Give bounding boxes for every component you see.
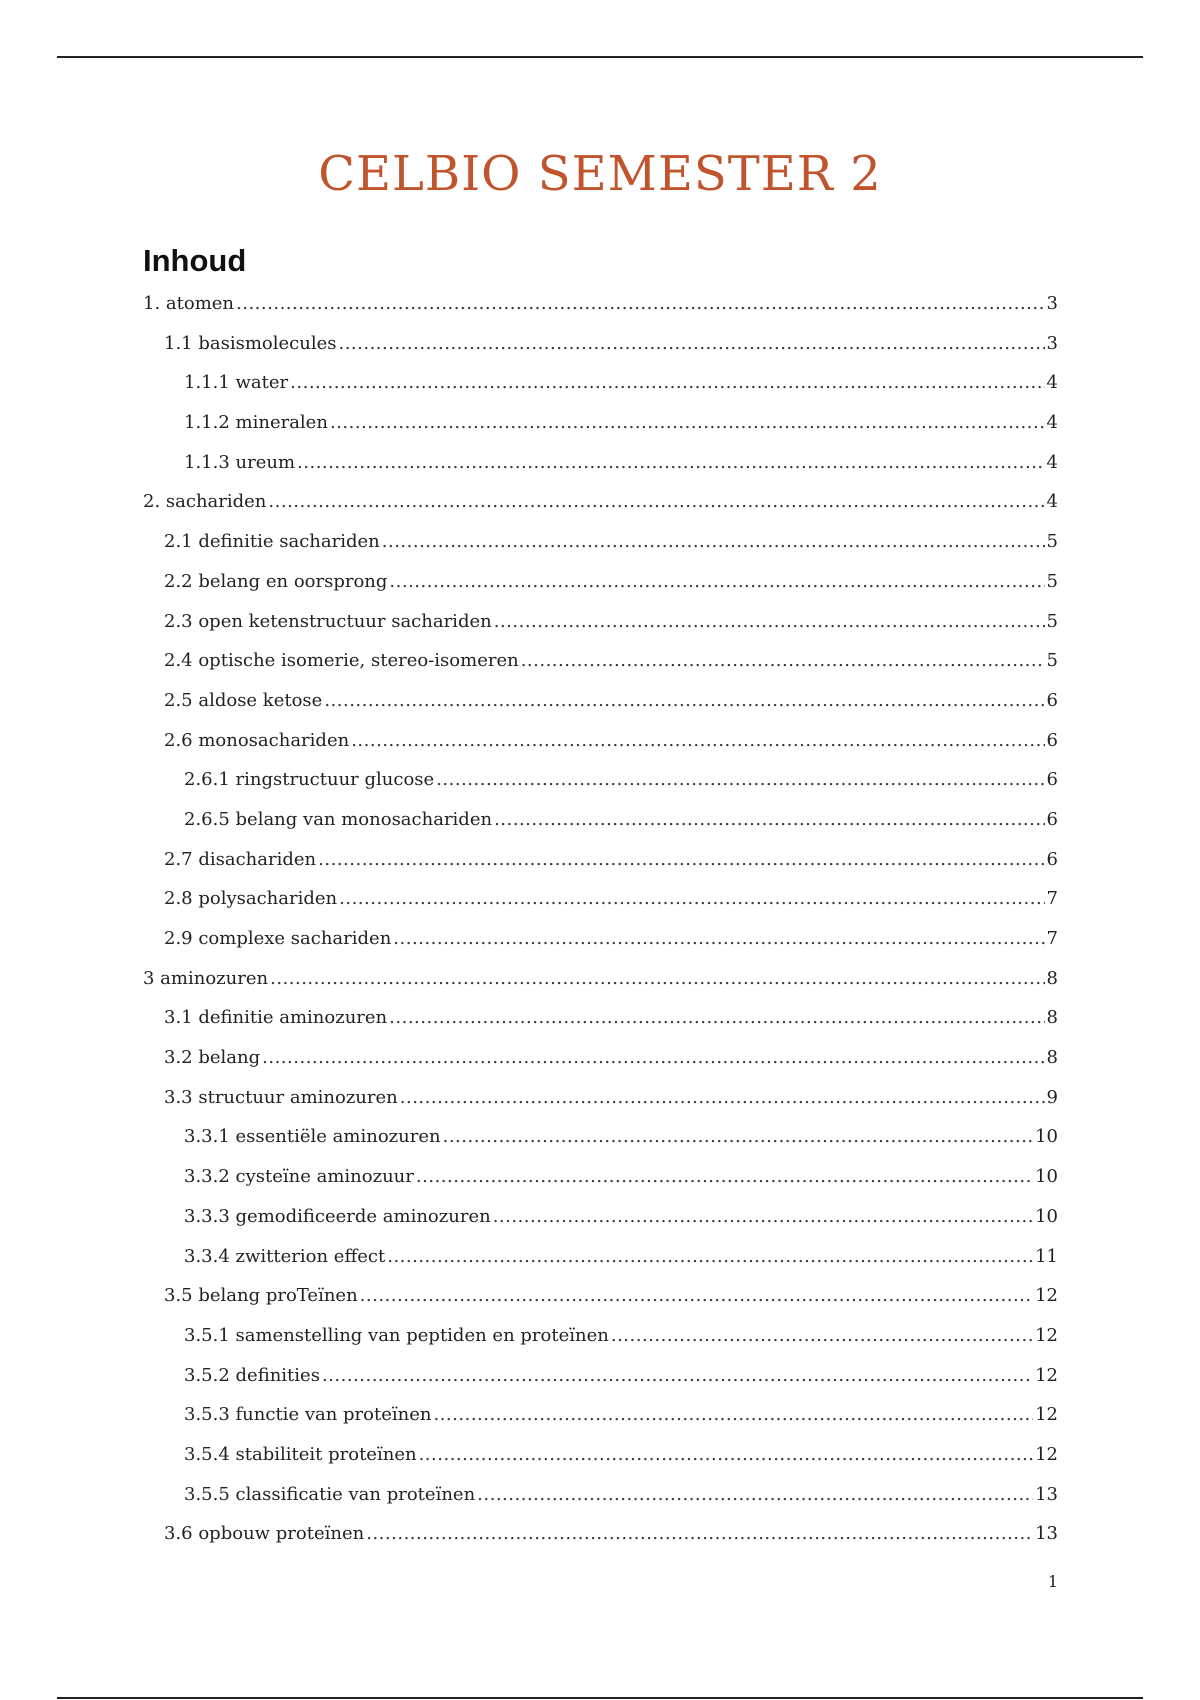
toc-entry-label: 2.8 polysachariden bbox=[164, 888, 338, 910]
toc-dot-leader bbox=[318, 849, 1044, 870]
toc-dot-leader bbox=[330, 412, 1045, 433]
toc-dot-leader bbox=[494, 611, 1045, 632]
toc-entry-page: 12 bbox=[1035, 1404, 1058, 1426]
toc-entry[interactable] bbox=[143, 1166, 1058, 1206]
toc-entry-page: 8 bbox=[1046, 967, 1058, 989]
toc-entry-label: 3.3.3 gemodificeerde aminozuren bbox=[184, 1205, 491, 1227]
toc-dot-leader bbox=[382, 531, 1045, 552]
toc-dot-leader bbox=[268, 491, 1044, 512]
toc-dot-leader bbox=[389, 1007, 1044, 1028]
toc-entry-label: 2. sachariden bbox=[143, 491, 267, 513]
toc-entry-page: 6 bbox=[1046, 689, 1058, 711]
toc-dot-leader bbox=[351, 730, 1044, 751]
toc-entry[interactable] bbox=[143, 531, 1058, 571]
toc-dot-leader bbox=[416, 1166, 1033, 1187]
toc-entry-page: 4 bbox=[1046, 451, 1058, 473]
toc-entry-label: 1.1.3 ureum bbox=[184, 451, 296, 473]
toc-dot-leader bbox=[262, 1047, 1044, 1068]
toc-entry[interactable] bbox=[143, 888, 1058, 928]
toc-entry-label: 3.5.2 definities bbox=[184, 1364, 320, 1386]
toc-entry-label: 2.3 open ketenstructuur sachariden bbox=[164, 610, 492, 632]
toc-entry-page: 10 bbox=[1035, 1166, 1058, 1188]
toc-entry[interactable] bbox=[143, 412, 1058, 452]
toc-entry-page: 4 bbox=[1046, 412, 1058, 434]
toc-entry-label: 3.5 belang proTeïnen bbox=[164, 1285, 358, 1307]
toc-entry-page: 5 bbox=[1046, 531, 1058, 553]
toc-entry-label: 3 aminozuren bbox=[143, 967, 269, 989]
toc-entry-label: 3.6 opbouw proteïnen bbox=[164, 1523, 365, 1545]
toc-entry-page: 5 bbox=[1046, 570, 1058, 592]
bottom-rule bbox=[57, 1697, 1143, 1699]
toc-dot-leader bbox=[366, 1523, 1033, 1544]
toc-dot-leader bbox=[393, 928, 1044, 949]
toc-entry-label: 3.3.4 zwitterion effect bbox=[184, 1245, 386, 1267]
toc-entry-label: 2.9 complexe sachariden bbox=[164, 928, 392, 949]
toc-entry-page: 3 bbox=[1046, 293, 1058, 314]
page-number: 1 bbox=[1047, 1572, 1058, 1591]
toc-entry-page: 8 bbox=[1046, 1047, 1058, 1069]
toc-entry-page: 12 bbox=[1035, 1285, 1058, 1307]
toc-entry[interactable] bbox=[143, 1365, 1058, 1405]
toc-entry[interactable] bbox=[143, 1404, 1058, 1444]
toc-entry[interactable] bbox=[143, 1523, 1058, 1563]
document-title: CELBIO SEMESTER 2 bbox=[318, 146, 882, 202]
toc-entry-page: 12 bbox=[1035, 1443, 1058, 1465]
toc-entry-page: 9 bbox=[1046, 1086, 1058, 1108]
toc-entry[interactable] bbox=[143, 849, 1058, 889]
toc-dot-leader bbox=[521, 650, 1045, 671]
toc-dot-leader bbox=[436, 769, 1044, 790]
toc-entry-page: 5 bbox=[1046, 650, 1058, 672]
toc-dot-leader bbox=[236, 293, 1045, 314]
toc-entry[interactable] bbox=[143, 293, 1058, 333]
toc-entry-page: 5 bbox=[1046, 610, 1058, 632]
toc-dot-leader bbox=[270, 968, 1044, 989]
toc-entry-label: 2.5 aldose ketose bbox=[164, 689, 323, 711]
toc-entry-label: 1.1.1 water bbox=[184, 372, 289, 394]
toc-entry[interactable] bbox=[143, 1206, 1058, 1246]
toc-entry[interactable] bbox=[143, 1246, 1058, 1286]
toc-dot-leader bbox=[443, 1126, 1034, 1147]
toc-entry-page: 10 bbox=[1035, 1126, 1058, 1148]
toc-entry-label: 3.3 structuur aminozuren bbox=[164, 1086, 398, 1108]
toc-dot-leader bbox=[419, 1444, 1034, 1465]
toc-dot-leader bbox=[433, 1404, 1033, 1425]
toc-entry-label: 2.6 monosachariden bbox=[164, 729, 350, 751]
toc-entry-page: 12 bbox=[1035, 1324, 1058, 1346]
toc-entry-label: 1.1.2 mineralen bbox=[184, 412, 328, 434]
toc-entry-label: 3.5.4 stabiliteit proteïnen bbox=[184, 1443, 417, 1465]
toc-entry-page: 7 bbox=[1046, 888, 1058, 910]
toc-entry[interactable] bbox=[143, 1047, 1058, 1087]
toc-entry[interactable] bbox=[143, 809, 1058, 849]
toc-dot-leader bbox=[290, 372, 1044, 393]
toc-entry-label: 2.7 disachariden bbox=[164, 848, 317, 870]
toc-entry[interactable] bbox=[143, 333, 1058, 373]
toc-entry-label: 3.3.1 essentiële aminozuren bbox=[184, 1126, 441, 1148]
toc-entry-label: 2.1 definitie sachariden bbox=[164, 531, 380, 553]
toc-entry[interactable] bbox=[143, 1325, 1058, 1365]
toc-entry-label: 3.5.3 functie van proteïnen bbox=[184, 1404, 432, 1426]
toc-entry[interactable] bbox=[143, 968, 1058, 1008]
toc-entry-page: 4 bbox=[1046, 372, 1058, 394]
top-rule bbox=[57, 56, 1143, 58]
toc-entry-label: 2.2 belang en oorsprong bbox=[164, 570, 388, 592]
toc-entry[interactable] bbox=[143, 650, 1058, 690]
toc-dot-leader bbox=[297, 452, 1045, 473]
toc-entry-page: 8 bbox=[1046, 1007, 1058, 1029]
toc-dot-leader bbox=[338, 333, 1044, 354]
toc-entry[interactable] bbox=[143, 928, 1058, 968]
toc-entry-page: 11 bbox=[1035, 1245, 1058, 1267]
toc-entry-page: 3 bbox=[1046, 332, 1058, 354]
toc-entry-page: 10 bbox=[1035, 1205, 1058, 1227]
toc-dot-leader bbox=[611, 1325, 1033, 1346]
toc-heading: Inhoud bbox=[143, 243, 247, 278]
toc-dot-leader bbox=[360, 1285, 1033, 1306]
toc-entry[interactable] bbox=[143, 1087, 1058, 1127]
toc-entry-label: 2.6.5 belang van monosachariden bbox=[184, 808, 493, 830]
toc-entry-page: 6 bbox=[1046, 769, 1058, 791]
toc-entry[interactable] bbox=[143, 730, 1058, 770]
toc-entry-label: 3.5.5 classificatie van proteïnen bbox=[184, 1483, 476, 1505]
toc-entry-label: 3.5.1 samenstelling van peptiden en proteïnen bbox=[184, 1324, 609, 1346]
toc-entry-page: 13 bbox=[1035, 1523, 1058, 1545]
toc-dot-leader bbox=[493, 1206, 1033, 1227]
table-of-contents bbox=[143, 293, 1058, 1563]
toc-entry[interactable] bbox=[143, 491, 1058, 531]
toc-entry[interactable] bbox=[143, 1126, 1058, 1166]
toc-entry[interactable] bbox=[143, 1484, 1058, 1524]
toc-entry-page: 6 bbox=[1046, 848, 1058, 870]
toc-entry[interactable] bbox=[143, 1444, 1058, 1484]
toc-entry-page: 6 bbox=[1046, 808, 1058, 830]
toc-entry-label: 3.2 belang bbox=[164, 1047, 261, 1069]
toc-dot-leader bbox=[494, 809, 1044, 830]
toc-entry-label: 1.1 basismolecules bbox=[164, 332, 337, 354]
toc-entry-page: 4 bbox=[1046, 491, 1058, 513]
toc-entry[interactable] bbox=[143, 769, 1058, 809]
toc-entry-label: 2.6.1 ringstructuur glucose bbox=[184, 769, 435, 791]
toc-dot-leader bbox=[339, 888, 1044, 909]
toc-dot-leader bbox=[477, 1484, 1033, 1505]
toc-entry[interactable] bbox=[143, 1285, 1058, 1325]
toc-entry-page: 6 bbox=[1046, 729, 1058, 751]
toc-entry[interactable] bbox=[143, 571, 1058, 611]
toc-entry[interactable] bbox=[143, 690, 1058, 730]
toc-dot-leader bbox=[389, 571, 1044, 592]
toc-entry-label: 1. atomen bbox=[143, 293, 235, 314]
toc-entry-page: 13 bbox=[1035, 1483, 1058, 1505]
toc-dot-leader bbox=[400, 1087, 1045, 1108]
toc-entry-page: 7 bbox=[1046, 928, 1058, 949]
toc-entry[interactable] bbox=[143, 452, 1058, 492]
toc-entry-label: 3.3.2 cysteïne aminozuur bbox=[184, 1166, 414, 1188]
toc-entry-label: 3.1 definitie aminozuren bbox=[164, 1007, 388, 1029]
toc-dot-leader bbox=[324, 690, 1044, 711]
toc-entry[interactable] bbox=[143, 611, 1058, 651]
toc-entry-label: 2.4 optische isomerie, stereo-isomeren bbox=[164, 650, 519, 672]
toc-entry[interactable] bbox=[143, 372, 1058, 412]
toc-entry-page: 12 bbox=[1035, 1364, 1058, 1386]
toc-entry[interactable] bbox=[143, 1007, 1058, 1047]
toc-dot-leader bbox=[387, 1246, 1033, 1267]
toc-dot-leader bbox=[322, 1365, 1033, 1386]
